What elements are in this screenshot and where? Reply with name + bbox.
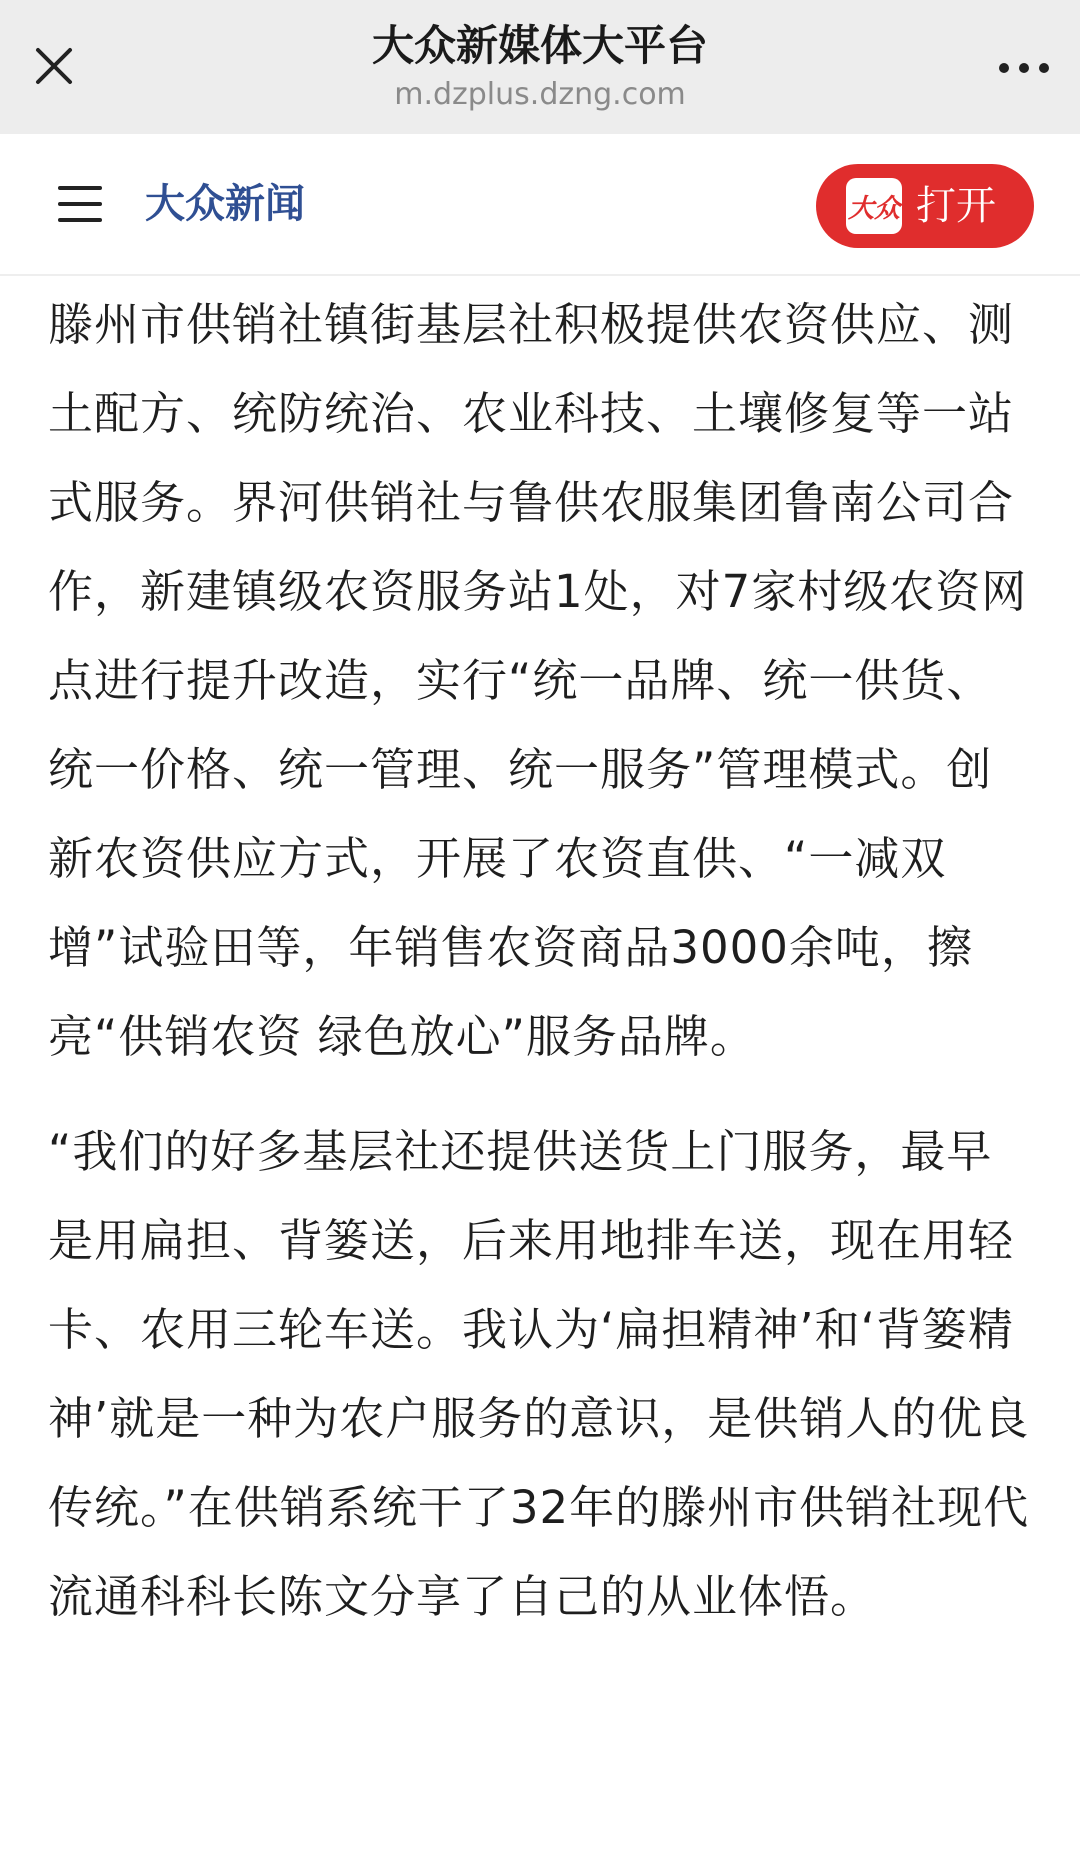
article-paragraph-1: 滕州市供销社镇街基层社积极提供农资供应、测土配方、统防统治、农业科技、土壤修复等一站式服务。界河供销社与鲁供农服集团鲁南公司合作，新建镇级农资服务站1处，对7家村级农资网点进行提升改造，实行“统一品牌、统一供货、统一价格、统一管理、统一服务”管理模式。创新农资供应方式，开展了农资直供、“一减双增”试验田等，年销售农资商品3000余吨，擦亮“供销农资 绿色放心”服务品牌。 (48, 298, 1028, 1063)
open-app-label: 打开 (916, 183, 996, 229)
close-button[interactable] (28, 40, 80, 92)
more-dots-icon (998, 62, 1050, 74)
hamburger-menu-icon (58, 184, 102, 224)
menu-button[interactable] (56, 180, 104, 228)
page-title: 大众新媒体大平台 (371, 21, 708, 70)
site-header (0, 134, 1080, 276)
close-icon (34, 46, 74, 86)
article-paragraph-2: “我们的好多基层社还提供送货上门服务，最早是用扁担、背篓送，后来用地排车送，现在用轻卡、农用三轮车送。我认为‘扁担精神’和‘背篓精神’就是一种为农户服务的意识，是供销人的优良传统。”在供销系统干了32年的滕州市供销社现代流通科科长陈文分享了自己的从业体悟。 (48, 1125, 1030, 1623)
brand-name[interactable]: 大众新闻 (145, 181, 305, 227)
article-body (48, 280, 1038, 1641)
more-button[interactable] (994, 48, 1054, 88)
app-logo-icon: 大众 (846, 178, 902, 234)
browser-top-bar (0, 0, 1080, 134)
page-url: m.dzplus.dzng.com (394, 77, 686, 112)
open-app-button[interactable] (816, 164, 1034, 248)
page-title-block (200, 18, 880, 116)
